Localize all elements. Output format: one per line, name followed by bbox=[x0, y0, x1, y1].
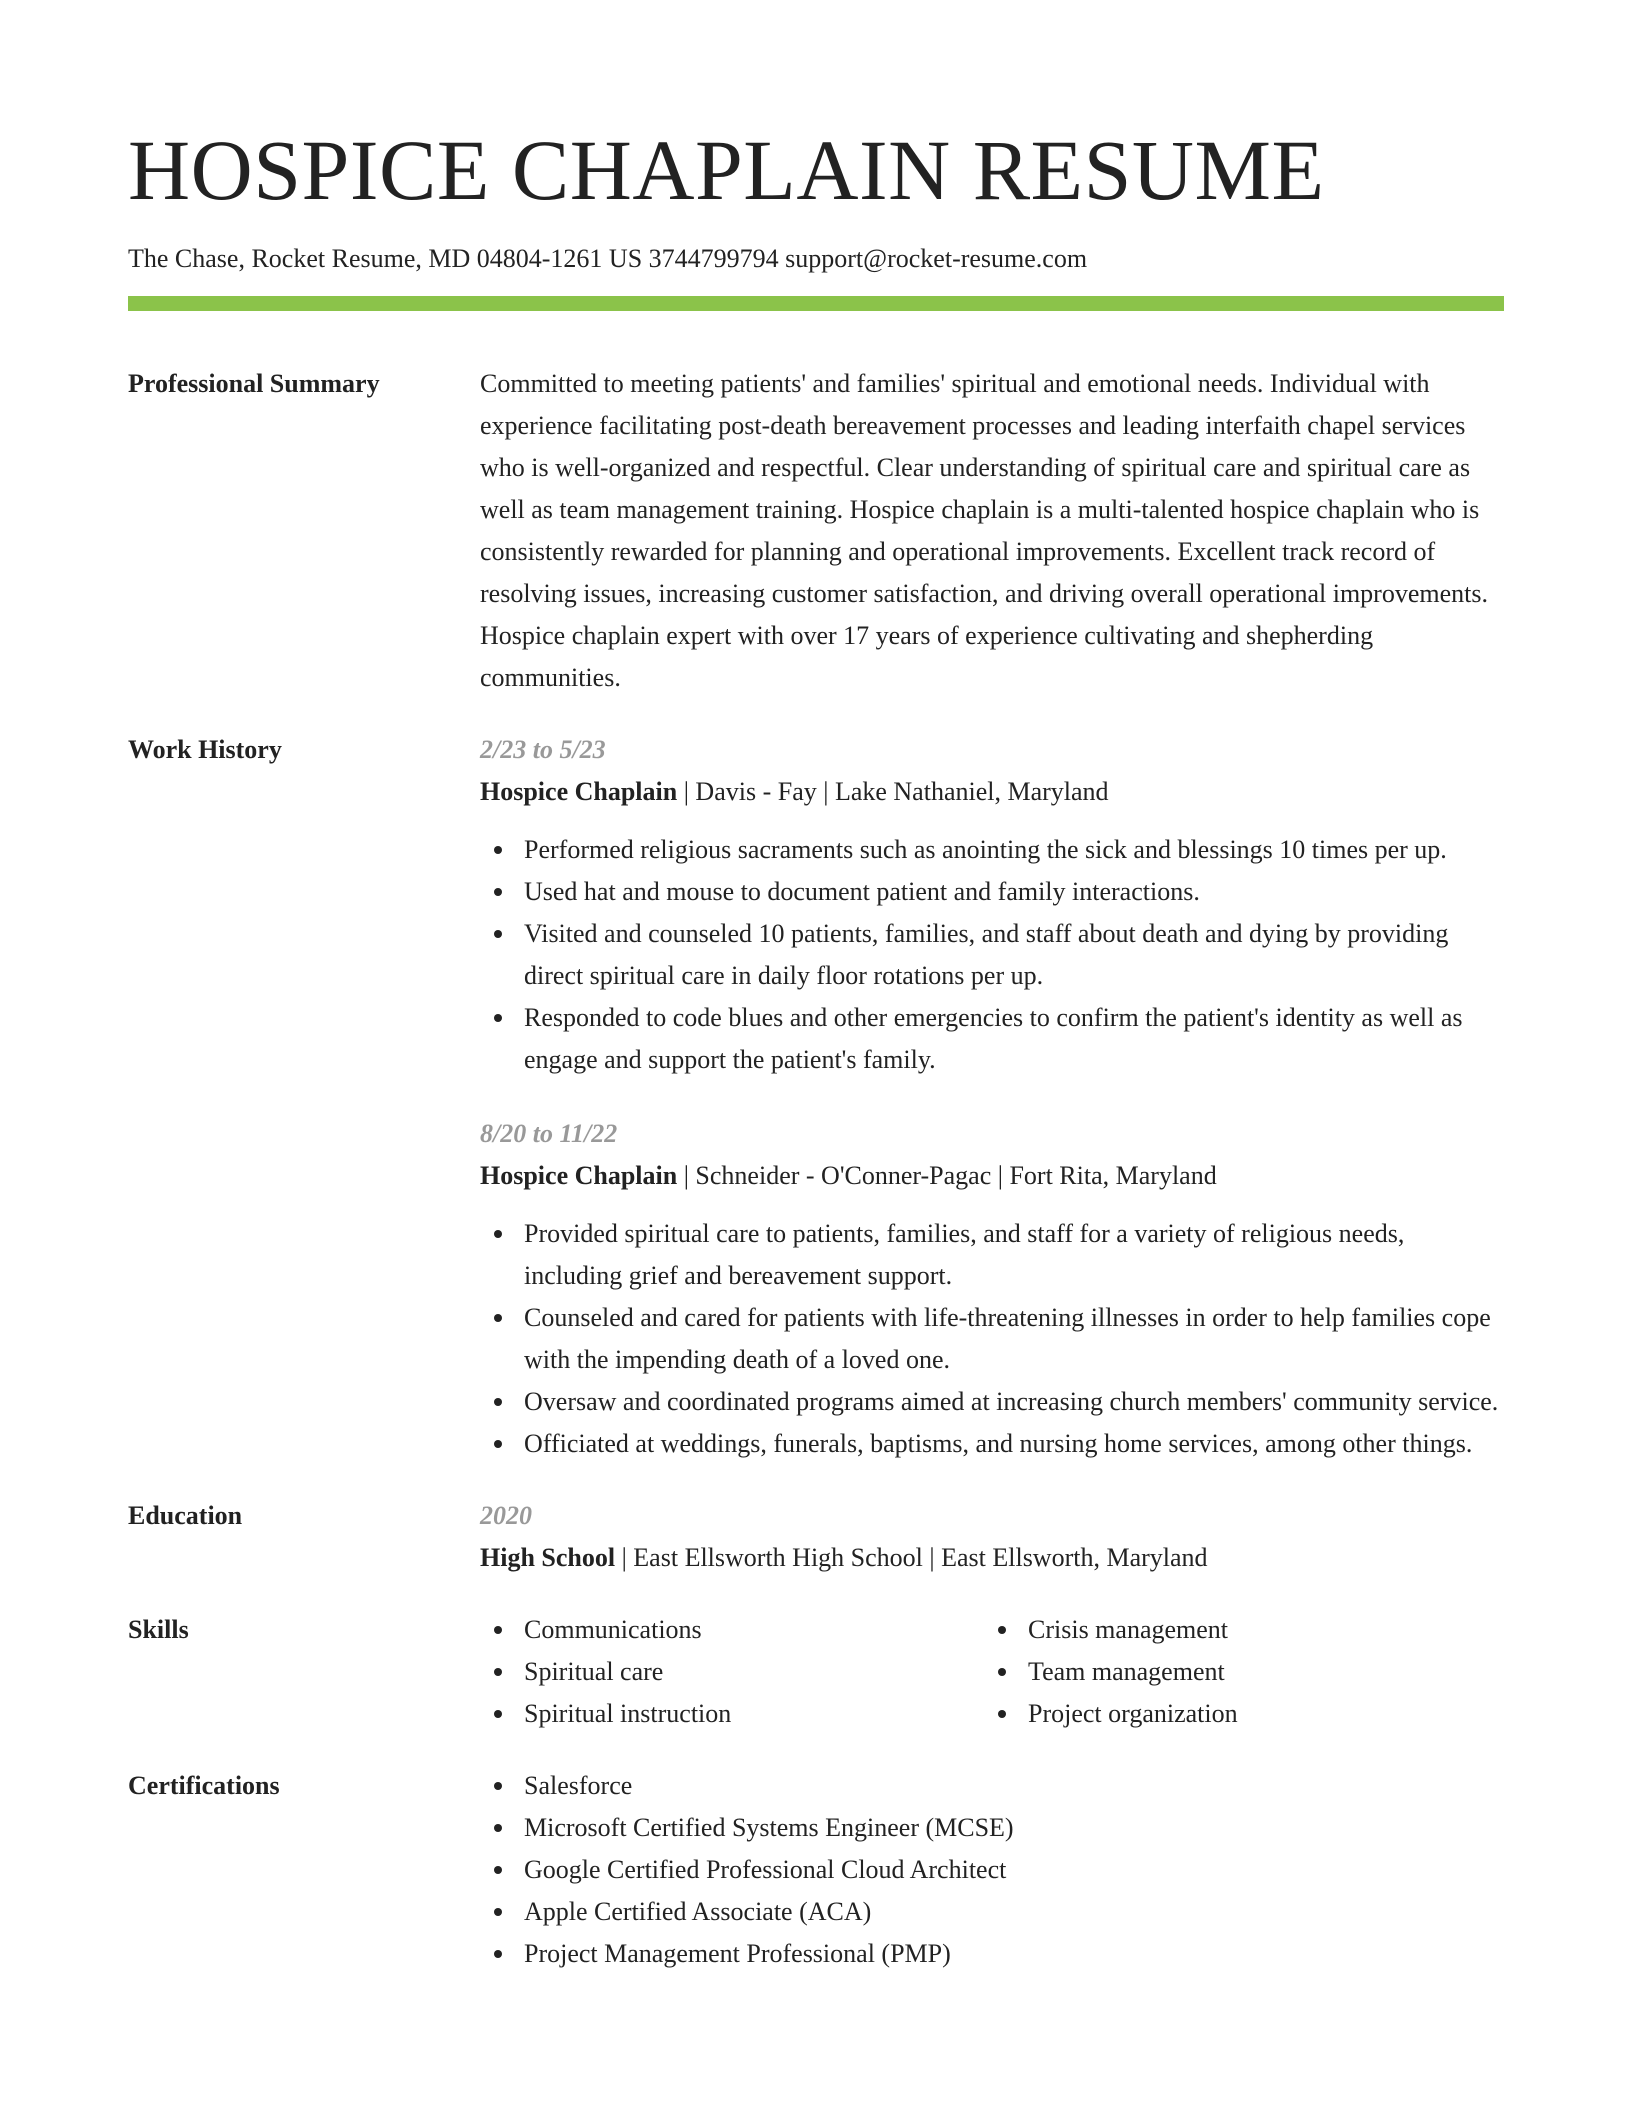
section-label-certifications: Certifications bbox=[128, 1771, 280, 1800]
list-item: Microsoft Certified Systems Engineer (MCSE) bbox=[524, 1807, 1504, 1849]
job-dates: 8/20 to 11/22 bbox=[480, 1119, 618, 1148]
list-item: Performed religious sacraments such as anointing the sick and blessings 10 times per up. bbox=[524, 829, 1504, 871]
list-item: Project organization bbox=[1028, 1693, 1504, 1735]
list-item: Team management bbox=[1028, 1651, 1504, 1693]
job-dates: 2/23 to 5/23 bbox=[480, 735, 606, 764]
education-section bbox=[128, 1495, 1504, 1579]
job-heading bbox=[480, 771, 1504, 813]
list-item: Communications bbox=[524, 1609, 984, 1651]
list-item: Provided spiritual care to patients, families, and staff for a variety of religious needs, including grief and bereavement support. bbox=[524, 1213, 1504, 1297]
list-item: Apple Certified Associate (ACA) bbox=[524, 1891, 1504, 1933]
list-item: Used hat and mouse to document patient and family interactions. bbox=[524, 871, 1504, 913]
resume-sections bbox=[128, 363, 1504, 1975]
job-bullets bbox=[480, 829, 1504, 1081]
list-item: Oversaw and coordinated programs aimed at increasing church members' community service. bbox=[524, 1381, 1504, 1423]
job-details: | Schneider - O'Conner-Pagac | Fort Rita, Maryland bbox=[677, 1161, 1217, 1190]
summary-text: Committed to meeting patients' and families' spiritual and emotional needs. Individual with experience facilitating post-death bereavement processes and leading interfaith chapel services who is well-organized and respectful. Clear understanding of spiritual care and spiritual care as well as team management training. Hospice chaplain is a multi-talented hospice chaplain who is consistently rewarded for planning and operational improvements. Excellent track record of resolving issues, increasing customer satisfaction, and driving overall operational improvements. Hospice chaplain expert with over 17 years of experience cultivating and shepherding communities. bbox=[480, 369, 1488, 692]
accent-divider bbox=[128, 296, 1504, 311]
section-label-work: Work History bbox=[128, 735, 282, 764]
job-entry bbox=[480, 1113, 1504, 1465]
certifications-section bbox=[128, 1765, 1504, 1975]
job-details: | Davis - Fay | Lake Nathaniel, Maryland bbox=[677, 777, 1109, 806]
education-degree: High School bbox=[480, 1543, 616, 1572]
job-title: Hospice Chaplain bbox=[480, 1161, 678, 1190]
education-heading bbox=[480, 1537, 1504, 1579]
job-bullets bbox=[480, 1213, 1504, 1465]
list-item: Officiated at weddings, funerals, baptisms, and nursing home services, among other things. bbox=[524, 1423, 1504, 1465]
certifications-list bbox=[480, 1765, 1504, 1975]
section-label-education: Education bbox=[128, 1501, 243, 1530]
list-item: Spiritual care bbox=[524, 1651, 984, 1693]
list-item: Responded to code blues and other emergencies to confirm the patient's identity as well as engage and support the patient's family. bbox=[524, 997, 1504, 1081]
list-item: Google Certified Professional Cloud Architect bbox=[524, 1849, 1504, 1891]
section-label-skills: Skills bbox=[128, 1615, 189, 1644]
resume-title: HOSPICE CHAPLAIN RESUME bbox=[128, 122, 1325, 218]
education-year: 2020 bbox=[480, 1501, 532, 1530]
list-item: Visited and counseled 10 patients, families, and staff about death and dying by providing direct spiritual care in daily floor rotations per up. bbox=[524, 913, 1504, 997]
work-history-section bbox=[128, 729, 1504, 1465]
job-title: Hospice Chaplain bbox=[480, 777, 678, 806]
list-item: Spiritual instruction bbox=[524, 1693, 984, 1735]
list-item: Counseled and cared for patients with life-threatening illnesses in order to help families cope with the impending death of a loved one. bbox=[524, 1297, 1504, 1381]
contact-line: The Chase, Rocket Resume, MD 04804-1261 US 3744799794 support@rocket-resume.com bbox=[128, 244, 1088, 273]
job-entry bbox=[480, 729, 1504, 1081]
skills-section bbox=[128, 1609, 1504, 1735]
professional-summary-section bbox=[128, 363, 1504, 699]
job-heading bbox=[480, 1155, 1504, 1197]
section-label-summary: Professional Summary bbox=[128, 369, 380, 398]
education-details: | East Ellsworth High School | East Ellsworth, Maryland bbox=[615, 1543, 1208, 1572]
skills-grid bbox=[480, 1609, 1504, 1735]
list-item: Salesforce bbox=[524, 1765, 1504, 1807]
skills-list-right bbox=[984, 1609, 1504, 1735]
list-item: Project Management Professional (PMP) bbox=[524, 1933, 1504, 1975]
skills-list-left bbox=[480, 1609, 984, 1735]
list-item: Crisis management bbox=[1028, 1609, 1504, 1651]
